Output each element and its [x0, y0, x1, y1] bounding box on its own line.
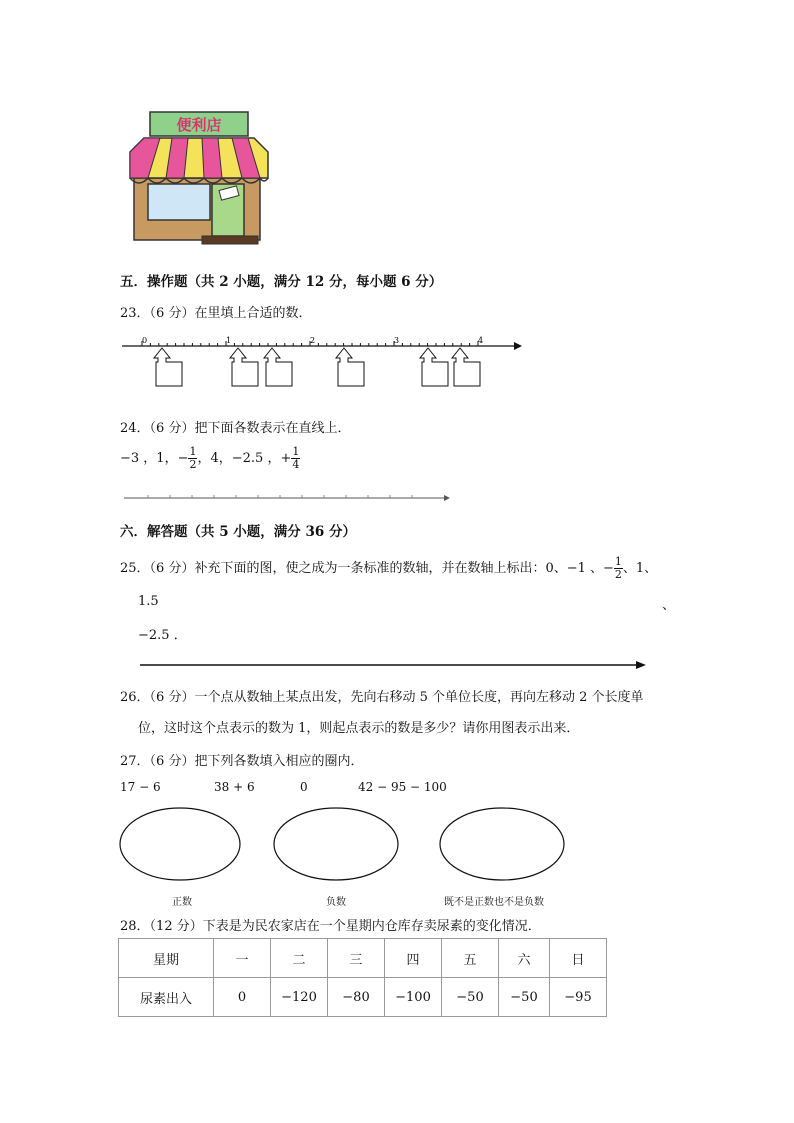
- q24-num-part: −3 ，1，−: [120, 451, 189, 466]
- answer-box: [420, 348, 448, 386]
- fraction-one-half: $\frac{1}{2}$: [189, 445, 197, 471]
- answer-box: [154, 348, 182, 386]
- tick-label: 1: [226, 336, 232, 345]
- answer-boxes: [154, 348, 480, 386]
- table-cell: 三: [328, 939, 385, 978]
- question-25-line3: −2.5 ．: [138, 628, 187, 643]
- question-24-line: [122, 490, 452, 504]
- table-cell: 四: [385, 939, 442, 978]
- table-cell: 0: [214, 978, 271, 1017]
- question-24-numbers: [120, 446, 300, 471]
- answer-box: [230, 348, 258, 386]
- q27-ovals: [118, 804, 570, 884]
- q27-item: 38 + 6: [214, 780, 255, 794]
- urea-table: [118, 938, 607, 1017]
- table-cell: −50: [442, 978, 499, 1017]
- q24-num-part: ，4，−2.5 ，+: [197, 451, 292, 466]
- question-23-text: 23．（6 分）在里填上合适的数．: [120, 306, 312, 321]
- tick-labels: [142, 336, 483, 345]
- question-26-line2: 位，这时这个点表示的数为 1，则起点表示的数是多少？请你用图表示出来．: [138, 721, 580, 736]
- table-cell: −95: [550, 978, 607, 1017]
- fraction-one-quarter: $\frac{1}{4}$: [292, 445, 300, 471]
- question-25-line2: 1.5: [138, 594, 159, 609]
- tick-label: 2: [310, 336, 316, 345]
- question-24-text: 24．（6 分）把下面各数表示在直线上．: [120, 421, 351, 436]
- question-25-axis: [138, 658, 650, 672]
- table-cell: −80: [328, 978, 385, 1017]
- question-23-number-line: [118, 336, 528, 392]
- section-5-title: 五．操作题（共 2 小题，满分 12 分，每小题 6 分）: [120, 274, 443, 290]
- q27-item: 0: [300, 780, 308, 794]
- q27-item: 42 − 95 − 100: [358, 780, 447, 794]
- answer-box: [452, 348, 480, 386]
- answer-box: [336, 348, 364, 386]
- section-6-title: 六．解答题（共 5 小题，满分 36 分）: [120, 524, 356, 540]
- question-26-line1: 26．（6 分）一个点从数轴上某点出发，先向右移动 5 个单位长度，再向左移动 2 个长度单: [120, 690, 644, 705]
- oval-label-neither: 既不是正数也不是负数: [444, 897, 544, 908]
- q27-item: 17 − 6: [120, 780, 161, 794]
- question-27-text: 27．（6 分）把下列各数填入相应的圈内．: [120, 754, 364, 769]
- neither-oval: [440, 808, 564, 880]
- oval-label-negative: 负数: [326, 897, 346, 908]
- table-cell: 二: [271, 939, 328, 978]
- store-sign-text: 便利店: [176, 116, 222, 134]
- table-row: [119, 939, 607, 978]
- convenience-store-illustration: [124, 108, 274, 248]
- table-cell: 六: [499, 939, 550, 978]
- table-cell: −100: [385, 978, 442, 1017]
- negative-oval: [274, 808, 398, 880]
- table-cell: 一: [214, 939, 271, 978]
- table-cell: 日: [550, 939, 607, 978]
- tick-label: 4: [478, 336, 484, 345]
- q25-text-part: 25．（6 分）补充下面的图，使之成为一条标准的数轴，并在数轴上标出：0、−1 、−: [120, 561, 614, 576]
- fraction-one-half: $\frac{1}{2}$: [614, 555, 622, 581]
- q25-text-part: 、1、: [622, 561, 658, 576]
- question-25-text: [120, 556, 657, 581]
- question-25-line2-punct: 、: [662, 598, 676, 613]
- tick-label: 0: [142, 336, 148, 345]
- table-cell: 星期: [119, 939, 214, 978]
- positive-oval: [120, 808, 240, 880]
- table-cell: 五: [442, 939, 499, 978]
- table-row: [119, 978, 607, 1017]
- answer-box: [264, 348, 292, 386]
- tick-label: 3: [394, 336, 400, 345]
- table-cell: −120: [271, 978, 328, 1017]
- oval-label-positive: 正数: [172, 897, 192, 908]
- question-28-text: 28．（12 分）下表是为民农家店在一个星期内仓库存卖尿素的变化情况．: [120, 919, 541, 934]
- table-cell: −50: [499, 978, 550, 1017]
- table-cell: 尿素出入: [119, 978, 214, 1017]
